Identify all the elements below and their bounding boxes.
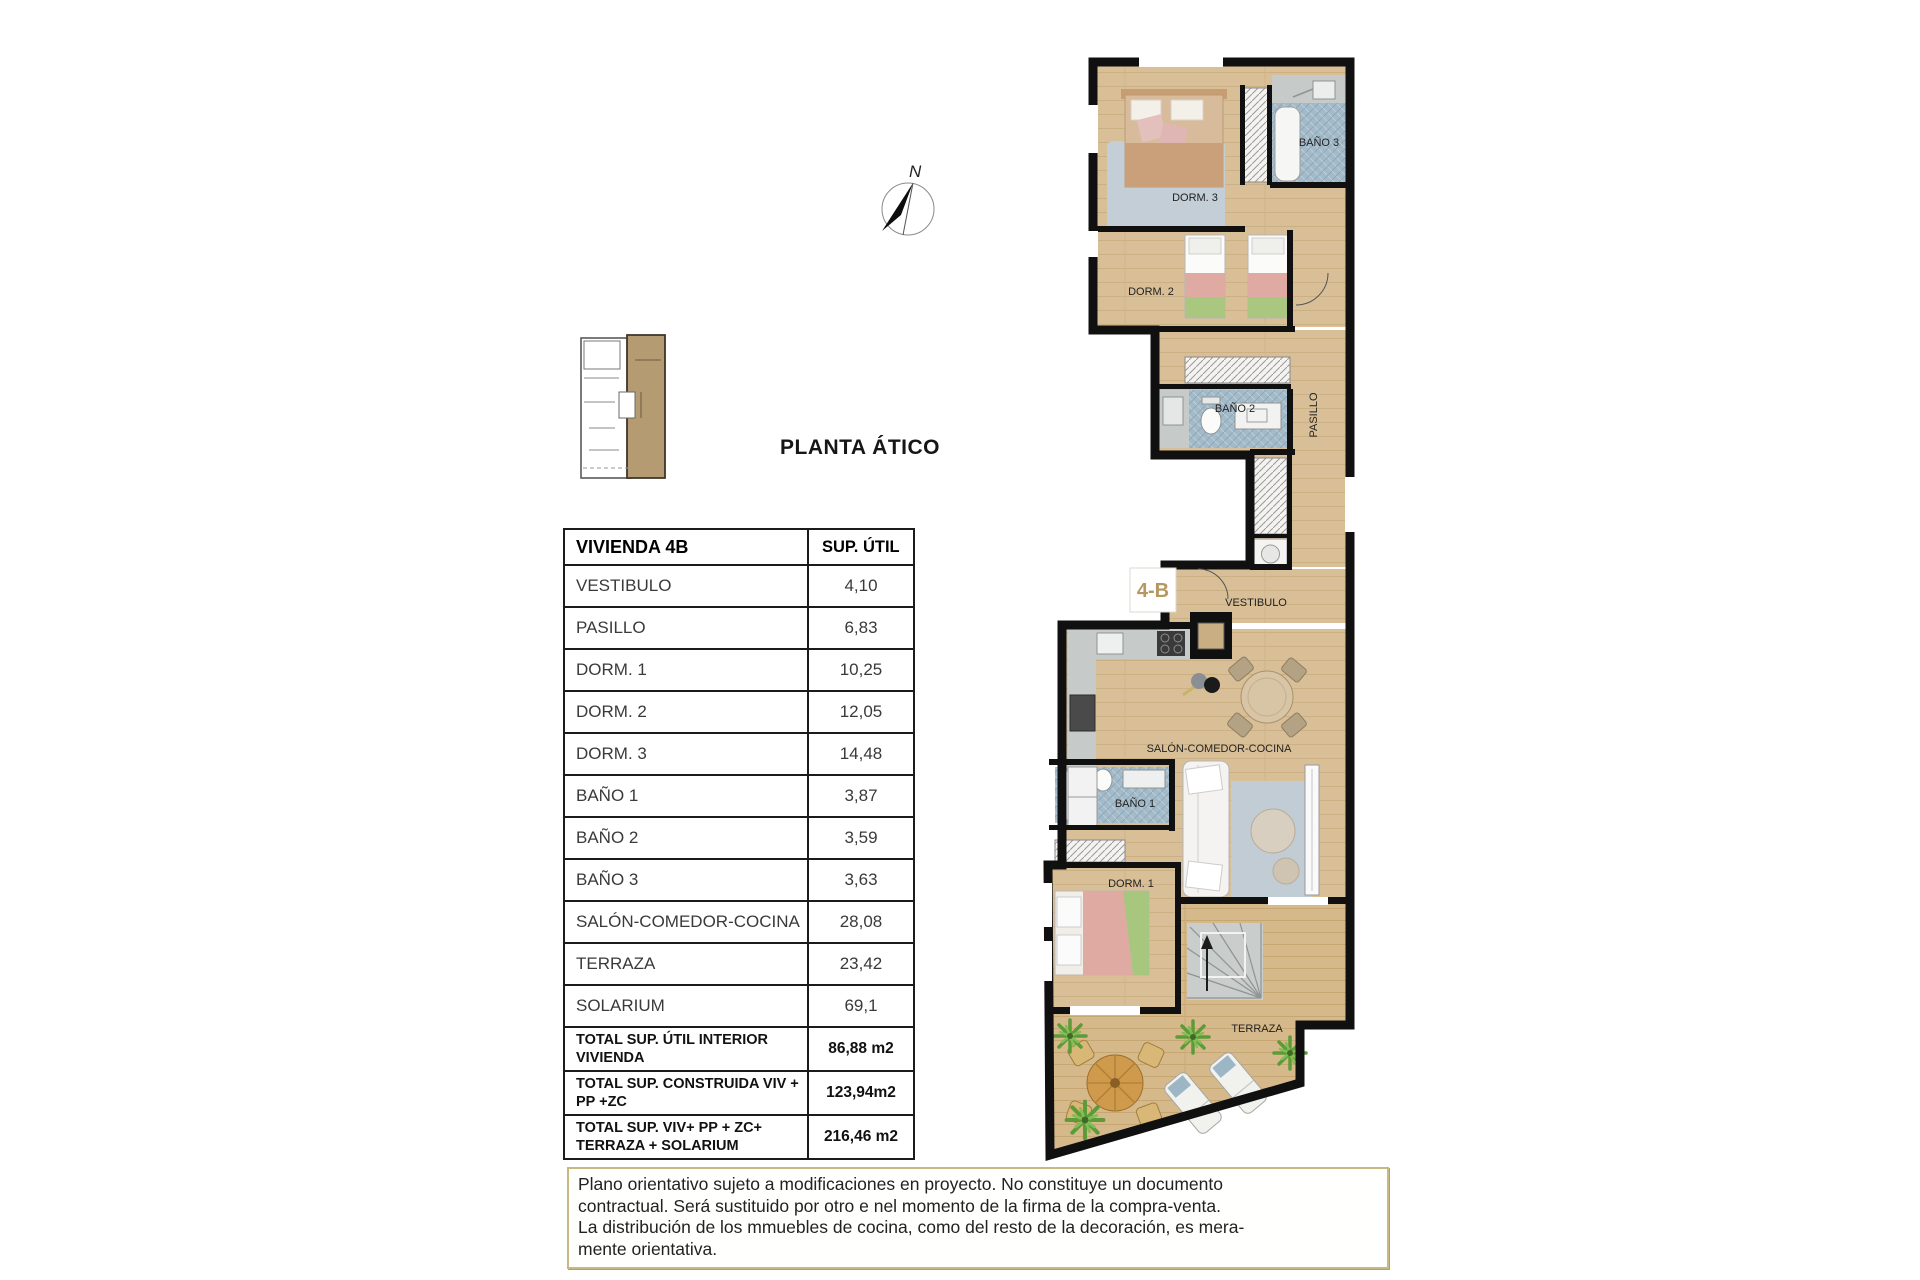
- room-label: BAÑO 2: [564, 817, 808, 859]
- room-label: DORM. 1: [564, 649, 808, 691]
- table-row: [564, 859, 914, 901]
- room-label-pasillo: PASILLO: [1308, 392, 1320, 438]
- table-row: [564, 985, 914, 1027]
- bed-blanket-foot: [1185, 297, 1225, 318]
- disclaimer-line: contractual. Será sustituido por otro e nel momento de la firma de la compra-venta.: [578, 1195, 1221, 1216]
- table-row: [564, 943, 914, 985]
- plant-icon: [1067, 1102, 1104, 1139]
- washer-drum: [1262, 545, 1280, 563]
- pillow: [1057, 935, 1081, 965]
- room-label: PASILLO: [564, 607, 808, 649]
- table-row: [564, 817, 914, 859]
- table-row: [564, 691, 914, 733]
- disclaimer-line: Plano orientativo sujeto a modificaciones en proyecto. No constituye un documento: [578, 1174, 1223, 1194]
- sofa-pillow: [1185, 765, 1222, 794]
- room-label: BAÑO 3: [564, 859, 808, 901]
- room-area: 3,59: [808, 817, 914, 859]
- room-label-bano3: BAÑO 3: [1298, 137, 1340, 149]
- pillow: [1252, 238, 1284, 254]
- room-label: SOLARIUM: [564, 985, 808, 1027]
- pillow: [1171, 100, 1203, 120]
- room-area: 10,25: [808, 649, 914, 691]
- sofa-pillow: [1186, 861, 1223, 891]
- room-area: 23,42: [808, 943, 914, 985]
- room-label-bano1: BAÑO 1: [1114, 798, 1156, 810]
- bathtub-icon: [1275, 107, 1300, 181]
- sink-icon: [1163, 397, 1183, 425]
- room-area: 69,1: [808, 985, 914, 1027]
- total-label: TOTAL SUP. ÚTIL INTERIOR VIVIENDA: [564, 1027, 808, 1071]
- table-row: [564, 607, 914, 649]
- compass-north-label: N: [909, 162, 922, 181]
- pillow: [1189, 238, 1221, 254]
- dog-icon: [1204, 677, 1220, 693]
- total-value: 216,46 m2: [808, 1115, 914, 1159]
- table-row: [564, 649, 914, 691]
- oven-icon: [1070, 695, 1095, 731]
- room-label: DORM. 3: [564, 733, 808, 775]
- room-label: VESTIBULO: [564, 565, 808, 607]
- table-row: [564, 565, 914, 607]
- terrace-table-center: [1110, 1078, 1120, 1088]
- room-label: SALÓN-COMEDOR-COCINA: [564, 901, 808, 943]
- table-row: [564, 733, 914, 775]
- disclaimer-line: mente orientativa.: [578, 1238, 718, 1259]
- room-area: 14,48: [808, 733, 914, 775]
- wardrobe-icon: [1243, 88, 1268, 182]
- disclaimer-line: La distribución de los mmuebles de cocina, como del resto de la decoración, es mera-: [578, 1217, 1245, 1237]
- closet-icon: [1254, 458, 1287, 534]
- table-total-row: [564, 1071, 914, 1115]
- table-header-area: SUP. ÚTIL: [808, 529, 914, 565]
- room-area: 28,08: [808, 901, 914, 943]
- kitchen-sink-icon: [1097, 633, 1123, 654]
- room-area: 3,87: [808, 775, 914, 817]
- compass-rose: [868, 152, 954, 248]
- room-label-salon: SALÓN-COMEDOR-COCINA: [1146, 743, 1292, 755]
- shaft-niche: [1198, 623, 1224, 649]
- coffee-table-icon: [1251, 809, 1295, 853]
- fridge-icon: [1068, 767, 1097, 829]
- table-total-row: [564, 1027, 914, 1071]
- table-header-row: [564, 529, 914, 565]
- plant-icon: [1177, 1021, 1209, 1053]
- total-label: TOTAL SUP. VIV+ PP + ZC+ TERRAZA + SOLARIUM: [564, 1115, 808, 1159]
- page-title: PLANTA ÁTICO: [780, 436, 940, 459]
- room-label: BAÑO 1: [564, 775, 808, 817]
- plant-icon: [1054, 1020, 1086, 1052]
- bed-blanket: [1185, 273, 1225, 301]
- total-label: TOTAL SUP. CONSTRUIDA VIV + PP +ZC: [564, 1071, 808, 1115]
- room-label: DORM. 2: [564, 691, 808, 733]
- sink-icon: [1123, 770, 1165, 788]
- bed-blanket: [1248, 273, 1288, 301]
- side-table-icon: [1273, 858, 1299, 884]
- areas-table: [563, 528, 915, 1160]
- table-header-unit: VIVIENDA 4B: [564, 529, 808, 565]
- floor-plan: [1035, 45, 1375, 1185]
- total-value: 86,88 m2: [808, 1027, 914, 1071]
- room-label-dorm2: DORM. 2: [1128, 286, 1174, 298]
- room-label: TERRAZA: [564, 943, 808, 985]
- wardrobe-icon: [1185, 357, 1290, 383]
- room-area: 4,10: [808, 565, 914, 607]
- room-area: 3,63: [808, 859, 914, 901]
- pillow: [1057, 897, 1081, 927]
- room-area: 6,83: [808, 607, 914, 649]
- table-total-row: [564, 1115, 914, 1159]
- key-plan: [575, 330, 670, 485]
- key-plan-room: [584, 341, 620, 369]
- room-label-bano2: BAÑO 2: [1214, 403, 1256, 415]
- bed-blanket-foot: [1248, 297, 1288, 318]
- total-value: 123,94m2: [808, 1071, 914, 1115]
- room-label-dorm3: DORM. 3: [1172, 192, 1218, 204]
- room-label-vestibulo: VESTIBULO: [1225, 597, 1287, 609]
- key-plan-stair-core: [619, 392, 635, 418]
- bed-blanket: [1125, 143, 1223, 187]
- room-label-terraza: TERRAZA: [1231, 1023, 1283, 1035]
- table-row: [564, 775, 914, 817]
- unit-badge-label: 4-B: [1136, 580, 1170, 602]
- table-row: [564, 901, 914, 943]
- room-label-dorm1: DORM. 1: [1108, 878, 1154, 890]
- room-area: 12,05: [808, 691, 914, 733]
- shower-icon: [1313, 81, 1335, 99]
- dining-table-icon: [1241, 671, 1293, 723]
